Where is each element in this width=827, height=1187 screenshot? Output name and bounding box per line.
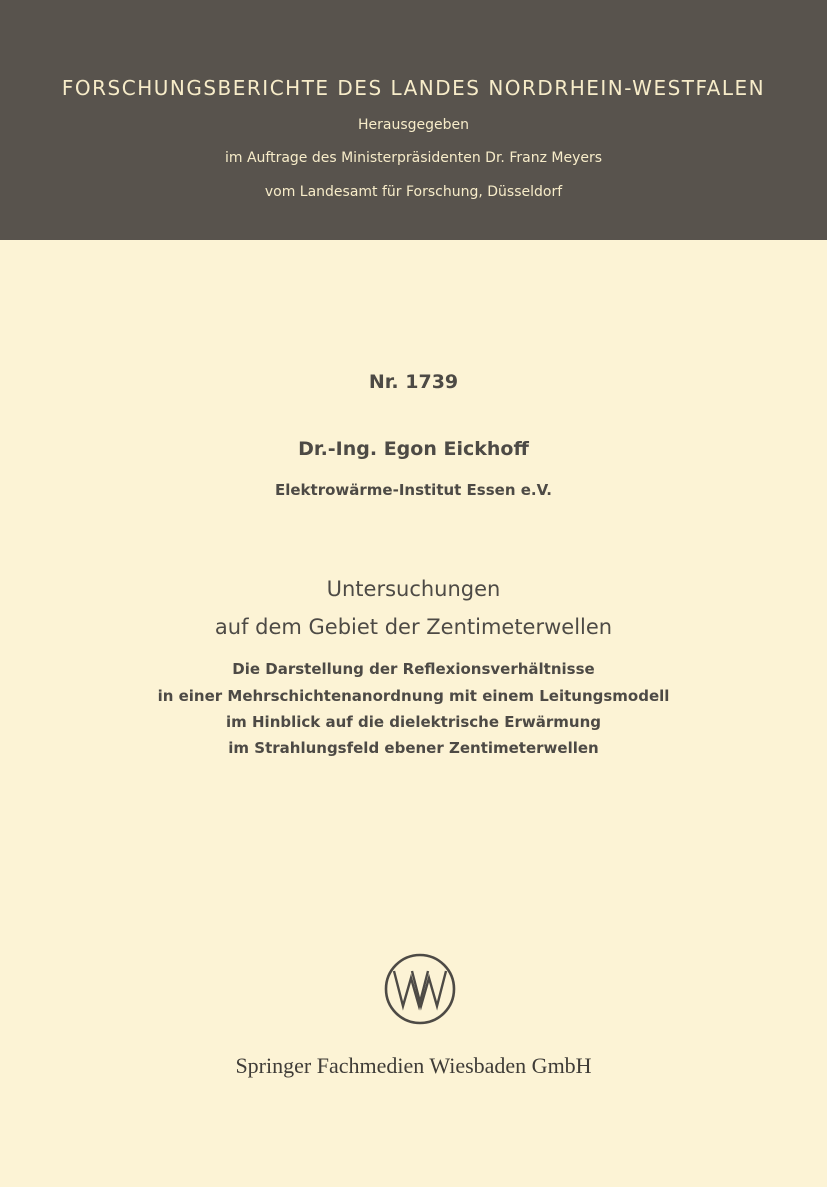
subtitle-line: im Hinblick auf die dielektrische Erwärmung <box>226 713 601 731</box>
header-office-line: vom Landesamt für Forschung, Düsseldorf <box>264 184 563 200</box>
publisher-name: Springer Fachmedien Wiesbaden GmbH <box>235 1053 592 1078</box>
header-editor-line: Herausgegeben <box>357 117 469 133</box>
header-commission-line: im Auftrage des Ministerpräsidenten Dr. Franz Meyers <box>224 150 603 166</box>
subtitle-line: Die Darstellung der Reflexionsverhältnisse <box>232 660 595 678</box>
subtitle-line: in einer Mehrschichtenanordnung mit einem Leitungsmodell <box>157 687 670 705</box>
author-institute: Elektrowärme-Institut Essen e.V. <box>275 481 552 499</box>
title-line: Untersuchungen <box>326 577 501 601</box>
issue-number: Nr. 1739 <box>368 371 459 393</box>
series-header-band <box>0 0 827 240</box>
series-title: FORSCHUNGSBERICHTE DES LANDES NORDRHEIN-WESTFALEN <box>61 76 766 100</box>
title-line: auf dem Gebiet der Zentimeterwellen <box>214 615 613 639</box>
subtitle-line: im Strahlungsfeld ebener Zentimeterwellen <box>228 739 599 757</box>
author-name: Dr.-Ing. Egon Eickhoff <box>298 438 529 460</box>
publisher-logo-icon <box>382 951 458 1027</box>
